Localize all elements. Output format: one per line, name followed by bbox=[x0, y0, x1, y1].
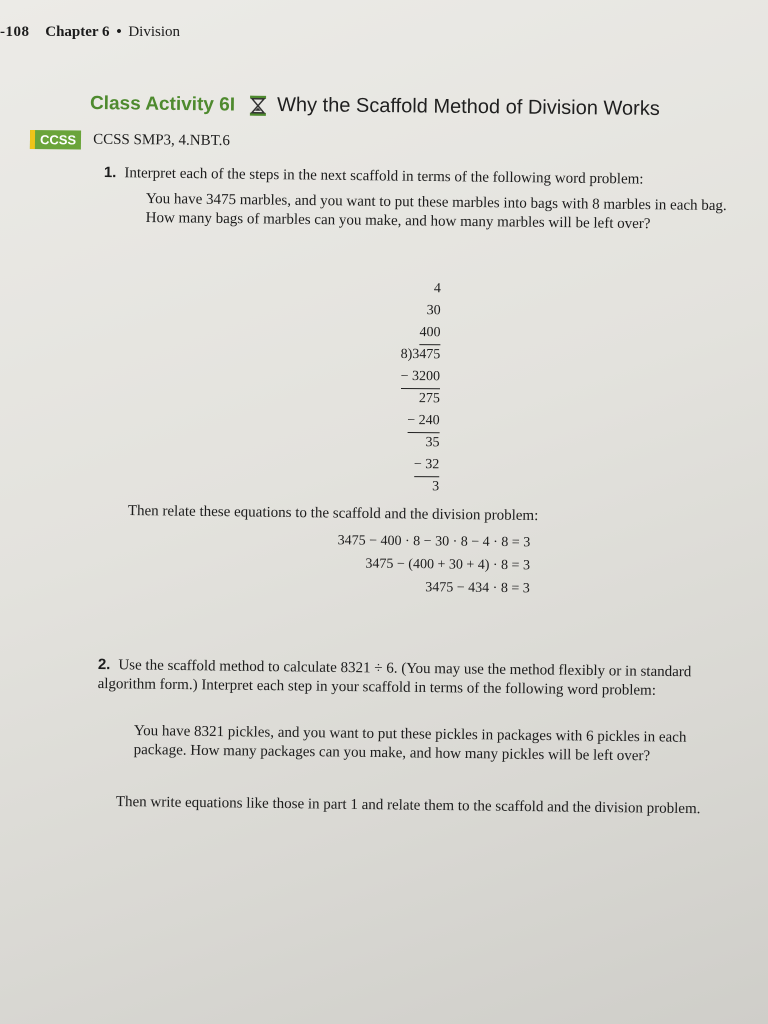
q2-followup: Then write equations like those in part 1 and relate them to the scaffold and the division problem. bbox=[115, 793, 701, 818]
scaffold-line: 400 bbox=[370, 322, 440, 345]
header-separator: • bbox=[116, 24, 122, 40]
activity-label: Class Activity 6I bbox=[89, 92, 236, 116]
activity-title-row bbox=[90, 92, 768, 122]
scaffold-line: − 32 bbox=[369, 454, 439, 477]
equations-block bbox=[280, 529, 531, 601]
scaffold-line: 275 bbox=[418, 391, 440, 407]
q2-prompt: 2. Use the scaffold method to calculate 8321 ÷ 6. (You may use the method flexibly or in standard algorithm form.) Interpret each step in your scaffold in terms of the following word problem: bbox=[97, 655, 692, 699]
q2-word-problem: You have 8321 pickles, and you want to put these pickles in packages with 6 pickles in each package. How many packages can you make, and how many pickles will be left over? bbox=[133, 722, 687, 765]
page-number: -108 bbox=[0, 24, 30, 40]
q2-number: 2. bbox=[97, 655, 111, 674]
equation-line: 3475 − (400 + 30 + 4) · 8 = 3 bbox=[365, 556, 531, 574]
q1-relate-text: Then relate these equations to the scaffold and the division problem: bbox=[127, 502, 539, 525]
activity-title: Why the Scaffold Method of Division Works bbox=[276, 93, 660, 120]
equation-line: 3475 − 434 · 8 = 3 bbox=[425, 580, 530, 597]
division-scaffold bbox=[369, 278, 441, 499]
ccss-row bbox=[30, 130, 230, 151]
ccss-standards: CCSS SMP3, 4.NBT.6 bbox=[93, 131, 231, 150]
scaffold-line: 3 bbox=[432, 479, 440, 495]
section-label: Division bbox=[128, 24, 181, 40]
scaffold-line: 30 bbox=[426, 303, 441, 319]
running-header bbox=[0, 24, 180, 41]
ccss-badge: CCSS bbox=[30, 130, 81, 150]
scaffold-line: − 240 bbox=[370, 410, 440, 433]
q1-word-problem: You have 3475 marbles, and you want to put these marbles into bags with 8 marbles in each bag. How many bags of marbles can you make, and how many marbles will be left over? bbox=[145, 190, 727, 233]
scaffold-line: 8)3475 bbox=[400, 346, 441, 363]
scaffold-line: 4 bbox=[433, 281, 441, 297]
equation-line: 3475 − 400 · 8 − 30 · 8 − 4 · 8 = 3 bbox=[337, 533, 531, 551]
scaffold-line: 35 bbox=[425, 435, 440, 451]
q1-number: 1. bbox=[103, 163, 117, 182]
hourglass-icon bbox=[247, 94, 269, 116]
scaffold-line: − 3200 bbox=[370, 366, 440, 389]
chapter-label: Chapter 6 bbox=[45, 24, 110, 40]
q1-prompt: 1. Interpret each of the steps in the next scaffold in terms of the following word problem: bbox=[103, 163, 644, 188]
